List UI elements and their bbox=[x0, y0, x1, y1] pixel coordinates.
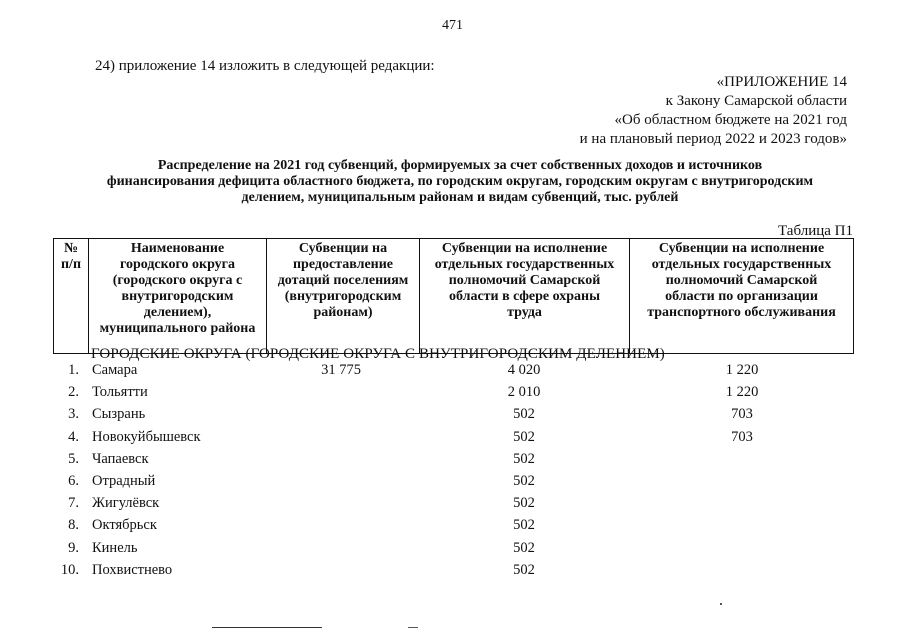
header-line: транспортного обслуживания bbox=[647, 305, 836, 320]
scan-dot bbox=[720, 603, 722, 605]
heading-line: финансирования дефицита областного бюджета, по городским округам, городским округам с внутригородским bbox=[106, 174, 814, 189]
row-name: Жигулёвск bbox=[92, 495, 160, 512]
row-subsidy-transport: 1 220 bbox=[725, 362, 759, 378]
col-header-name bbox=[89, 239, 267, 354]
row-number: 4. bbox=[68, 428, 79, 445]
table-row bbox=[53, 382, 865, 404]
header-line: № bbox=[63, 241, 79, 256]
row-name: Новокуйбышевск bbox=[92, 428, 201, 445]
table-header-row bbox=[54, 239, 854, 354]
row-subsidy-settlements: 31 775 bbox=[321, 362, 361, 378]
col-header-transport-service bbox=[630, 239, 854, 354]
header-line: городского округа bbox=[119, 257, 236, 272]
table-row bbox=[53, 360, 865, 382]
row-name: Тольятти bbox=[92, 384, 148, 401]
row-subsidy-labor: 502 bbox=[513, 406, 535, 423]
row-subsidy-transport: 703 bbox=[731, 406, 753, 423]
header-line: (внутригородским bbox=[284, 289, 402, 304]
row-name: Отрадный bbox=[92, 472, 156, 489]
table-row bbox=[53, 427, 865, 449]
appendix-header bbox=[580, 73, 847, 149]
row-subsidy-transport: 703 bbox=[731, 428, 753, 445]
header-line: Субвенции на bbox=[298, 241, 388, 256]
footer-rule bbox=[212, 627, 322, 628]
document-heading bbox=[60, 158, 860, 206]
appendix-line: «Об областном бюджете на 2021 год bbox=[614, 112, 847, 128]
header-line: полномочий Самарской bbox=[448, 273, 601, 288]
col-header-subsidies-settlements bbox=[267, 239, 420, 354]
table-body bbox=[53, 360, 865, 582]
group-title: ГОРОДСКИЕ ОКРУГА (ГОРОДСКИЕ ОКРУГА С ВНУТРИГОРОДСКИМ ДЕЛЕНИЕМ) bbox=[91, 346, 665, 362]
heading-line: делением, муниципальным районам и видам субвенций, тыс. рублей bbox=[241, 190, 679, 205]
table-row bbox=[53, 471, 865, 493]
row-name: Октябрьск bbox=[92, 517, 157, 534]
row-number: 2. bbox=[68, 384, 79, 401]
header-line: отдельных государственных bbox=[434, 257, 615, 272]
header-line: Субвенции на исполнение bbox=[441, 241, 608, 256]
header-line: Субвенции на исполнение bbox=[658, 241, 825, 256]
footer-mark bbox=[408, 627, 418, 628]
row-subsidy-labor: 502 bbox=[513, 539, 535, 556]
row-subsidy-transport: 1 220 bbox=[725, 384, 759, 401]
intro-paragraph: 24) приложение 14 изложить в следующей редакции: bbox=[95, 58, 435, 74]
row-number: 10. bbox=[60, 561, 79, 578]
row-name: Похвистнево bbox=[92, 561, 173, 578]
table-row bbox=[53, 560, 865, 582]
row-subsidy-labor: 502 bbox=[513, 517, 535, 534]
row-number: 8. bbox=[68, 517, 79, 534]
header-line: области в сфере охраны bbox=[448, 289, 601, 304]
row-name: Кинель bbox=[92, 539, 138, 556]
header-line: труда bbox=[507, 305, 542, 320]
row-number: 9. bbox=[68, 539, 79, 556]
row-number: 1. bbox=[68, 362, 79, 378]
table-row bbox=[53, 404, 865, 426]
row-subsidy-labor: 4 020 bbox=[507, 362, 541, 378]
row-name: Чапаевск bbox=[92, 450, 149, 467]
table-label: Таблица П1 bbox=[778, 223, 853, 239]
subventions-table-header bbox=[53, 238, 854, 354]
table-row bbox=[53, 449, 865, 471]
row-name: Самара bbox=[92, 362, 138, 378]
row-number: 5. bbox=[68, 450, 79, 467]
row-subsidy-labor: 502 bbox=[513, 561, 535, 578]
row-subsidy-labor: 502 bbox=[513, 450, 535, 467]
row-name: Сызрань bbox=[92, 406, 146, 423]
header-line: районам) bbox=[313, 305, 373, 320]
row-subsidy-labor: 502 bbox=[513, 472, 535, 489]
heading-line: Распределение на 2021 год субвенций, формируемых за счет собственных доходов и источников bbox=[157, 158, 763, 173]
header-line: п/п bbox=[60, 257, 82, 272]
table-row bbox=[53, 515, 865, 537]
table-row bbox=[53, 538, 865, 560]
col-header-number bbox=[54, 239, 89, 354]
appendix-line: и на плановый период 2022 и 2023 годов» bbox=[579, 131, 847, 147]
header-line: (городского округа с bbox=[112, 273, 243, 288]
header-line: дотаций поселениям bbox=[277, 273, 409, 288]
row-number: 3. bbox=[68, 406, 79, 423]
header-line: Наименование bbox=[130, 241, 225, 256]
header-line: области по организации bbox=[665, 289, 818, 304]
page-number: 471 bbox=[442, 18, 463, 33]
col-header-labor-protection bbox=[420, 239, 630, 354]
row-number: 7. bbox=[68, 495, 79, 512]
header-line: отдельных государственных bbox=[651, 257, 832, 272]
header-line: делением), bbox=[143, 305, 212, 320]
row-number: 6. bbox=[68, 472, 79, 489]
appendix-line: к Закону Самарской области bbox=[665, 93, 847, 109]
header-line: предоставление bbox=[292, 257, 394, 272]
row-subsidy-labor: 502 bbox=[513, 495, 535, 512]
header-line: полномочий Самарской bbox=[665, 273, 818, 288]
header-line: муниципального района bbox=[99, 321, 256, 336]
table-row bbox=[53, 493, 865, 515]
appendix-line: «ПРИЛОЖЕНИЕ 14 bbox=[716, 74, 847, 90]
header-line: внутригородским bbox=[121, 289, 234, 304]
row-subsidy-labor: 2 010 bbox=[507, 384, 541, 401]
row-subsidy-labor: 502 bbox=[513, 428, 535, 445]
